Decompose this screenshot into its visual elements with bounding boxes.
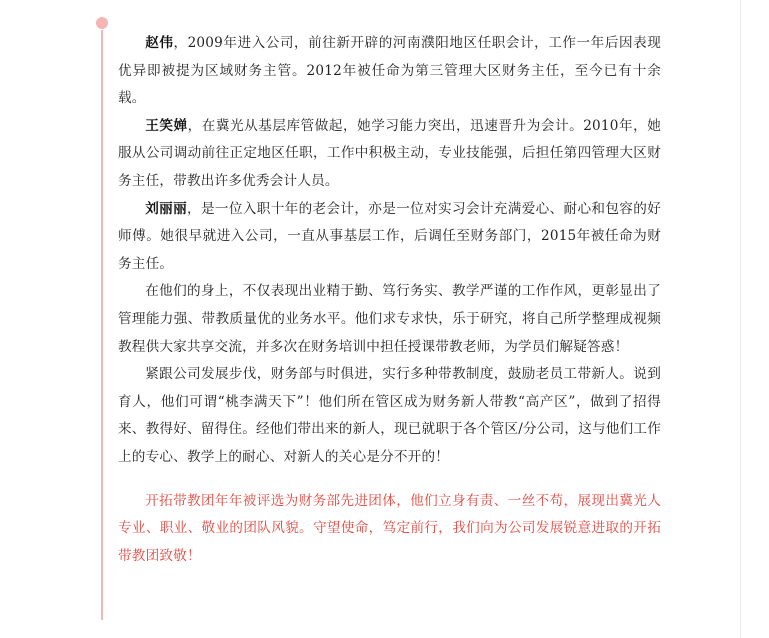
profile-name: 王笑婵 (145, 117, 188, 134)
profile-paragraph (118, 30, 661, 113)
profile-name: 刘丽丽 (145, 200, 188, 217)
timeline-rule (101, 30, 103, 620)
profile-text: ，是一位入职十年的老会计，亦是一位对实习会计充满爱心、耐心和包容的好师傅。她很早就进入公司，一直从事基层工作，后调任至财务部门，2015年被任命为财务主任。 (118, 200, 661, 272)
profile-paragraph (118, 196, 661, 279)
profile-text: ，2009年进入公司，前往新开辟的河南濮阳地区任职会计，工作一年后因表现优异即被提为区域财务主管。2012年被任命为第三管理大区财务主任，至今已有十余载。 (118, 35, 661, 107)
body-paragraph: 紧跟公司发展步伐，财务部与时俱进，实行多种带教制度，鼓励老员工带新人。说到育人，他们可谓“桃李满天下”！他们所在管区成为财务新人带教“高产区”，做到了招得来、教得好、留得住。经他们带出来的新人，现已就职于各个管区/分公司，这与他们工作上的专心、教学上的耐心、对新人的关心是分不开的！ (118, 366, 661, 465)
timeline-dot (96, 17, 108, 29)
body-paragraph: 在他们的身上，不仅表现出业精于勤、笃行务实、教学严谨的工作作风，更彰显出了管理能力强、带教质量优的业务水平。他们求专求快，乐于研究，将自己所学整理成视频教程供大家共享交流，并多次在财务培训中担任授课带教老师，为学员们解疑答惑！ (118, 283, 661, 355)
profile-name: 赵伟 (145, 35, 174, 51)
closing-paragraph: 开拓带教团年年被评选为财务部先进团体，他们立身有责、一丝不苟，展现出冀光人专业、职业、敬业的团队风貌。守望使命，笃定前行，我们向为公司发展锐意进取的开拓带教团致敬！ (118, 492, 661, 564)
article-body (118, 30, 661, 570)
profile-paragraph (118, 113, 661, 196)
profile-text: ，在冀光从基层库管做起，她学习能力突出，迅速晋升为会计。2010年，她服从公司调动前往正定地区任职，工作中积极主动，专业技能强，后担任第四管理大区财务主任，带教出许多优秀会计人员。 (118, 117, 661, 189)
page-edge-divider (740, 0, 741, 638)
